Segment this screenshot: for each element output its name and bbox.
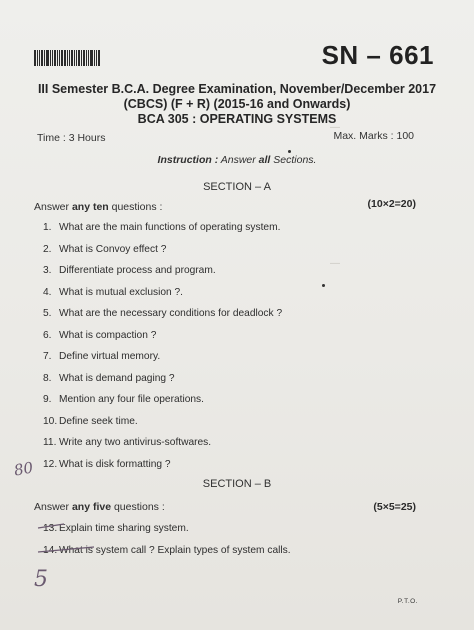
time-duration: Time : 3 Hours — [37, 132, 106, 144]
section-a-question — [43, 373, 175, 384]
instruction-text-pre: Answer — [220, 154, 259, 166]
speck — [322, 284, 325, 287]
section-a-question — [43, 351, 160, 362]
question-text: What are the main functions of operating system. — [59, 222, 281, 233]
question-text: What is disk formatting ? — [59, 458, 171, 470]
section-a-question — [43, 244, 166, 255]
question-text: Define virtual memory. — [59, 351, 161, 362]
question-number: 14. — [43, 544, 58, 556]
question-text: Mention any four file operations. — [59, 394, 204, 405]
question-number: 5. — [43, 308, 52, 319]
question-text: What is system call ? Explain types of system calls. — [59, 544, 291, 556]
exam-title: III Semester B.C.A. Degree Examination, November/December 2017 — [37, 82, 437, 96]
section-a-question — [43, 394, 204, 405]
question-number: 13. — [43, 523, 58, 534]
section-a-question — [43, 222, 280, 233]
show-through-text: — — [330, 258, 340, 269]
section-b-marks: (5×5=25) — [373, 501, 416, 513]
section-b-title: SECTION – B — [202, 478, 272, 490]
question-text: Explain time sharing system. — [59, 523, 189, 534]
section-a-question — [43, 459, 171, 470]
pto-label: P.T.O. — [397, 598, 418, 605]
section-a-marks: (10×2=20) — [367, 198, 416, 210]
pen-strike — [36, 520, 96, 560]
section-a-sub-bold: any ten — [71, 201, 109, 213]
handwritten-mark: 80 — [12, 458, 35, 480]
section-b-sub-post: questions : — [111, 501, 165, 513]
question-number: 6. — [43, 329, 52, 341]
question-text: What is Convoy effect ? — [59, 243, 167, 255]
section-a-instruction — [34, 201, 162, 213]
handwritten-mark: 5 — [34, 567, 48, 592]
section-b-instruction — [34, 501, 165, 513]
section-a-sub-pre: Answer — [34, 201, 72, 213]
question-text: Write any two antivirus-softwares. — [59, 437, 212, 448]
question-number: 12. — [43, 458, 58, 470]
section-a-title: SECTION – A — [203, 181, 271, 193]
question-text: Differentiate process and program. — [59, 265, 216, 276]
question-number: 7. — [43, 351, 52, 362]
section-a-sub-post: questions : — [108, 201, 163, 213]
section-a-question — [43, 416, 138, 427]
section-a-question — [43, 437, 211, 448]
question-text: What are the necessary conditions for deadlock ? — [59, 308, 283, 319]
instruction — [0, 154, 474, 166]
question-number: 9. — [43, 394, 52, 405]
question-number: 4. — [43, 286, 52, 298]
show-through-text: — — [330, 122, 340, 133]
subject-title: BCA 305 : OPERATING SYSTEMS — [137, 112, 337, 126]
instruction-text-bold: all — [258, 154, 271, 166]
question-text: What is mutual exclusion ?. — [59, 286, 184, 298]
section-a-question — [43, 330, 156, 341]
question-number: 10. — [43, 415, 58, 427]
question-text: Define seek time. — [59, 415, 138, 427]
section-b-sub-pre: Answer — [34, 501, 72, 513]
instruction-label: Instruction : — [157, 154, 219, 166]
question-text: What is demand paging ? — [59, 372, 175, 384]
section-b-sub-bold: any five — [71, 501, 112, 513]
paper-code: SN – 661 — [321, 40, 434, 70]
section-a-question — [43, 265, 216, 276]
exam-scheme: (CBCS) (F + R) (2015-16 and Onwards) — [123, 97, 351, 111]
max-marks: Max. Marks : 100 — [333, 130, 414, 142]
question-text: What is compaction ? — [59, 329, 157, 341]
question-number: 1. — [43, 222, 52, 233]
question-number: 2. — [43, 243, 52, 255]
question-number: 11. — [43, 437, 57, 448]
section-a-question — [43, 308, 282, 319]
question-number: 8. — [43, 372, 52, 384]
question-number: 3. — [43, 265, 52, 276]
speck — [288, 150, 291, 153]
barcode — [34, 50, 100, 66]
instruction-text-post: Sections. — [270, 154, 317, 166]
section-a-question — [43, 287, 183, 298]
